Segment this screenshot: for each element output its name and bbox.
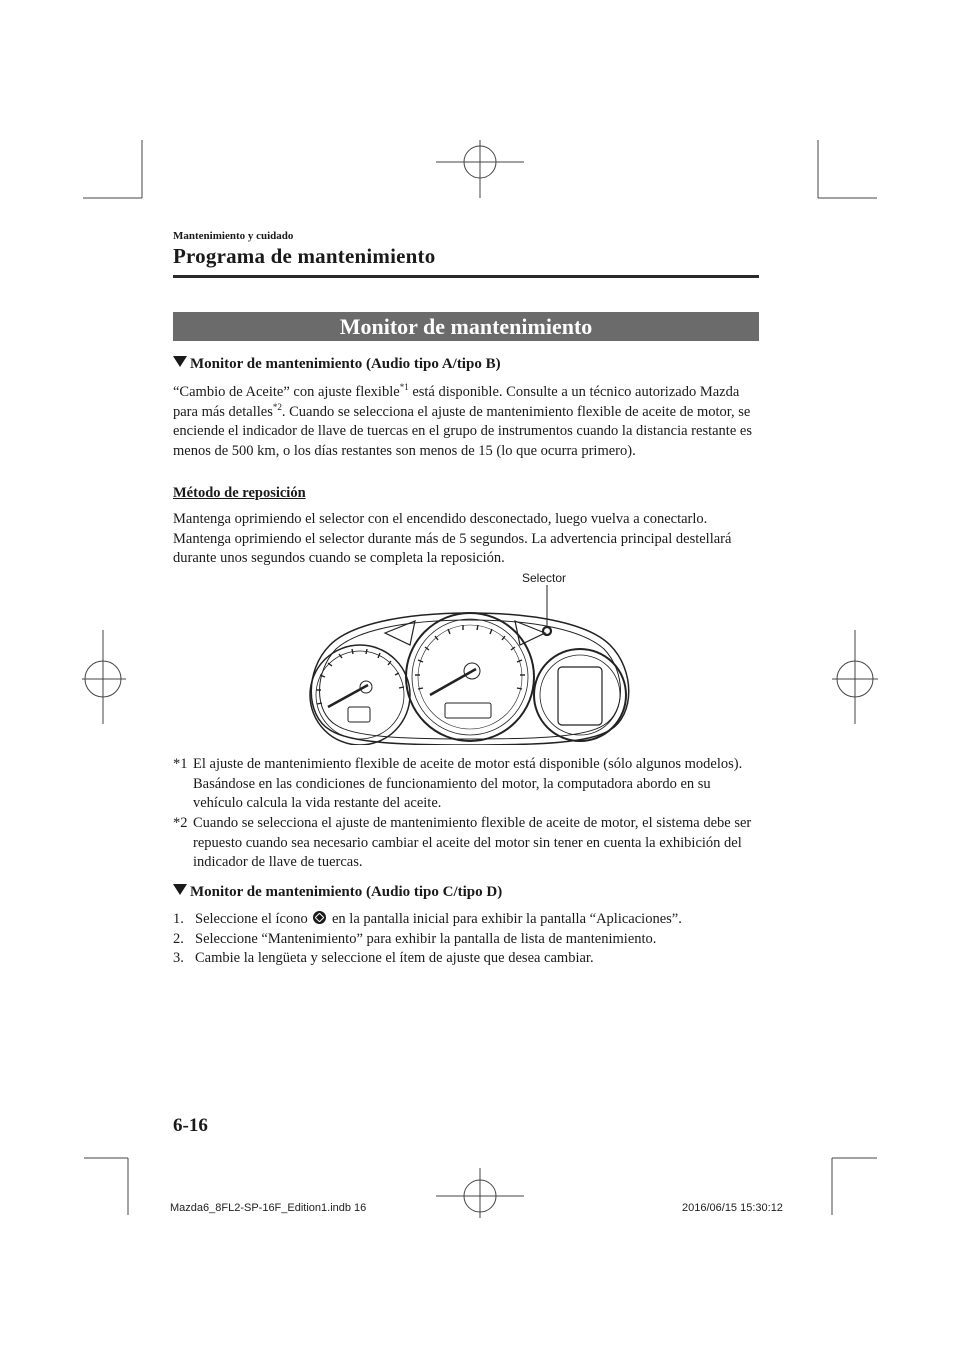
subheading-audio-ab bbox=[173, 356, 501, 373]
footnote-ref-1: *1 bbox=[399, 382, 409, 393]
intro-text-2: está disponible. Consulte a un técnico autorizado Mazda para más detalles bbox=[173, 384, 740, 420]
page-number: 6-16 bbox=[173, 1115, 208, 1136]
footnote-ref-2: *2 bbox=[272, 401, 282, 412]
steps-list bbox=[173, 910, 773, 969]
intro-text-3: . Cuando se selecciona el ajuste de mantenimiento flexible de aceite de motor, se enciende el indicador de llave de tuercas en el grupo de instrumentos cuando la distancia restante es menos de 500 km, o los días restantes son menos de 15 (lo que ocurra primero). bbox=[173, 403, 752, 459]
triangle-bullet-icon bbox=[173, 884, 187, 895]
subheading-audio-ab-text: Monitor de mantenimiento (Audio tipo A/tipo B) bbox=[190, 356, 501, 372]
footnote-1-text: El ajuste de mantenimiento flexible de aceite de motor está disponible (sólo algunos modelos). Basándose en las condiciones de funcionamiento del motor, la computadora abordo en su vehículo calcula la vida restante del aceite. bbox=[193, 756, 743, 811]
footnote-2 bbox=[173, 814, 763, 873]
figure-label-selector: Selector bbox=[522, 571, 567, 585]
footnote-2-text: Cuando se selecciona el ajuste de mantenimiento flexible de aceite de motor, el sistema debe ser repuesto cuando sea necesario cambiar el aceite del motor sin tener en cuenta la exhibición del indicador de llave de tuercas. bbox=[193, 815, 752, 870]
list-item: 1. Seleccione el ícono en la pantalla inicial para exhibir la pantalla “Aplicaciones”. bbox=[173, 911, 682, 927]
reset-method-heading: Método de reposición bbox=[173, 485, 306, 501]
intro-paragraph bbox=[173, 383, 763, 461]
footnote-1 bbox=[173, 755, 763, 814]
triangle-bullet-icon bbox=[173, 356, 187, 367]
title-rule bbox=[173, 275, 759, 278]
section-label: Mantenimiento y cuidado bbox=[173, 230, 294, 242]
apps-icon bbox=[313, 911, 326, 924]
footnote-1-marker: *1 bbox=[173, 756, 188, 772]
footnote-2-marker: *2 bbox=[173, 815, 188, 831]
page-title: Programa de mantenimiento bbox=[173, 244, 436, 268]
list-item: 3. Cambie la lengüeta y seleccione el ítem de ajuste que desea cambiar. bbox=[173, 950, 594, 966]
footer-timestamp: 2016/06/15 15:30:12 bbox=[682, 1202, 783, 1214]
instrument-cluster-figure bbox=[290, 585, 650, 745]
list-item: 2. Seleccione “Mantenimiento” para exhibir la pantalla de lista de mantenimiento. bbox=[173, 930, 657, 947]
speedometer-gauge bbox=[406, 613, 534, 741]
section-banner: Monitor de mantenimiento bbox=[173, 312, 759, 341]
footer-filename: Mazda6_8FL2-SP-16F_Edition1.indb 16 bbox=[170, 1202, 367, 1214]
intro-text-1: “Cambio de Aceite” con ajuste flexible bbox=[173, 384, 400, 400]
subheading-audio-cd-text: Monitor de mantenimiento (Audio tipo C/tipo D) bbox=[190, 884, 503, 900]
reset-method-text: Mantenga oprimiendo el selector con el encendido desconectado, luego vuelva a conectarlo. Mantenga oprimiendo el selector durante más de 5 segundos. La advertencia principal destellará durante unos segundos cuando se completa la reposición. bbox=[173, 511, 732, 566]
tachometer-gauge bbox=[310, 645, 410, 745]
subheading-audio-cd bbox=[173, 884, 502, 901]
multi-information-display bbox=[534, 649, 626, 741]
